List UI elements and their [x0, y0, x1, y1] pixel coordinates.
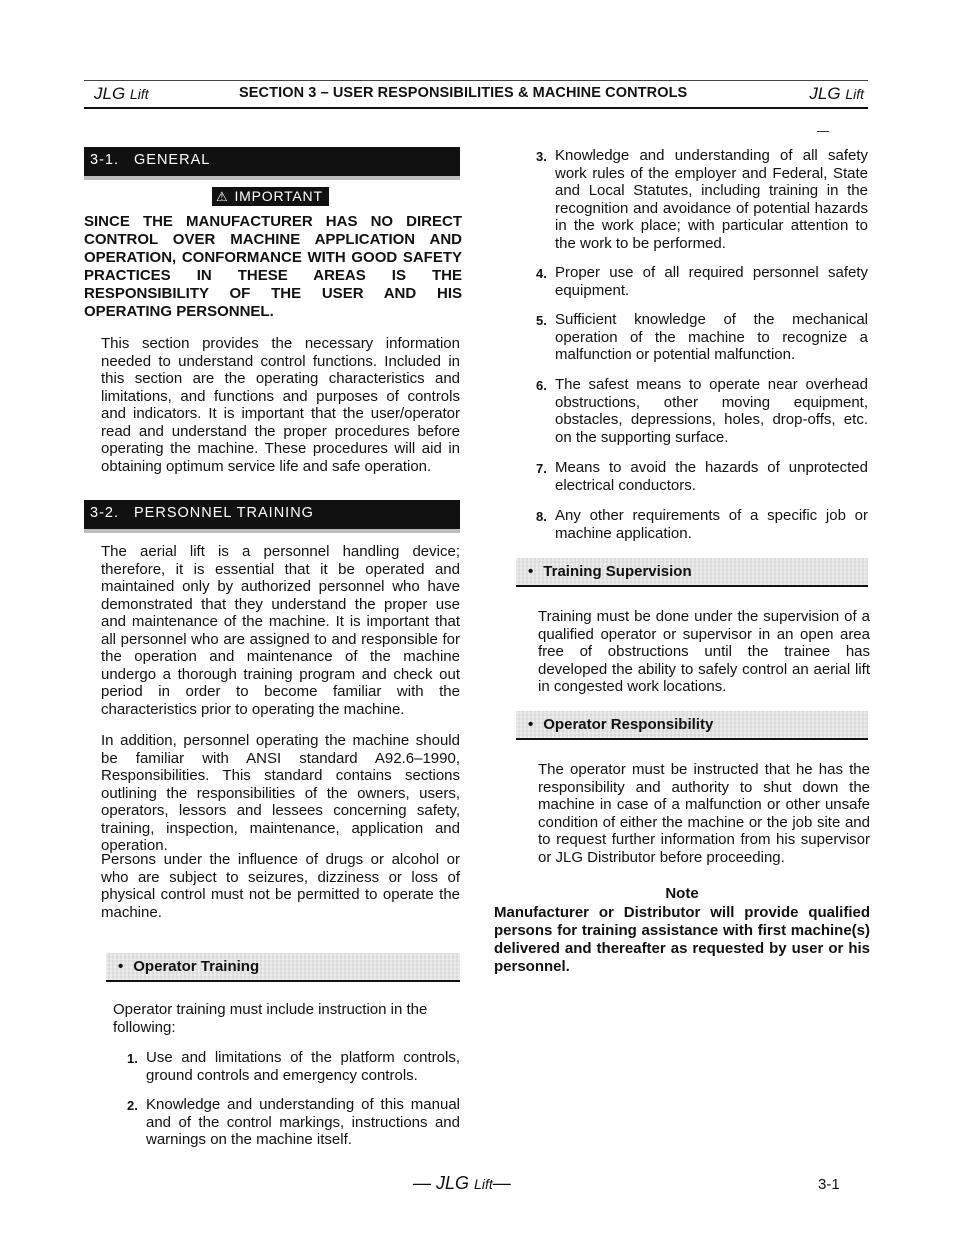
page-number: 3-1 — [818, 1176, 840, 1193]
header-section-title: SECTION 3 – USER RESPONSIBILITIES & MACHINE CONTROLS — [239, 85, 688, 101]
section-number: 3-1. — [90, 152, 119, 168]
subheading-label: Training Supervision — [543, 563, 692, 580]
warning-triangle-icon: ⚠ — [216, 189, 229, 204]
item-text: The safest means to operate near overhead obstructions, other moving equipment, obstacles, depressions, holes, drop-offs, etc. on the supporting surface. — [555, 376, 868, 446]
section-3-2-heading — [84, 500, 460, 529]
item-number: 5. — [536, 313, 547, 328]
training-paragraph-1: The aerial lift is a personnel handling device; therefore, it is essential that it be operated and maintained only by authorized personnel who have demonstrated that they understand the proper use and maintenance of the machine. It is important that all personnel who are assigned to and responsible for the operation and maintenance of the machine undergo a thorough training program and check out period in order to become familiar with the characteristics prior to operating the machine. — [101, 543, 460, 718]
training-supervision-heading — [516, 558, 868, 587]
training-paragraph-2: In addition, personnel operating the machine should be familiar with ANSI standard A92.6–1990, Responsibilities. This standard contains sections outlining the responsibilities of the owners, users, operators, lessors and lessees concerning safety, training, inspection, maintenance, application and operation. — [101, 732, 460, 854]
item-text: Use and limitations of the platform controls, ground controls and emergency controls. — [146, 1049, 460, 1084]
important-label: IMPORTANT — [234, 188, 323, 204]
bullet-icon: • — [528, 716, 534, 733]
general-body: This section provides the necessary information needed to understand control functions. Included in this section are the operating characteristics and limitations, and functions and purposes of controls and indicators. It is important that the user/operator read and understand the proper procedures before operating the machine. These procedures will aid in obtaining optimum service life and safe operation. — [101, 335, 460, 475]
item-number: 8. — [536, 509, 547, 524]
item-text: Knowledge and understanding of all safety work rules of the employer and Federal, State and Local Statutes, including training in the recognition and avoidance of potential hazards in the work place; with particular attention to the work to be performed. — [555, 147, 868, 252]
operator-responsibility-body: The operator must be instructed that he has the responsibility and authority to shut down the machine in case of a malfunction or other unsafe condition of either the machine or the job site and to request further information from his supervisor or JLG Distributor before proceeding. — [538, 761, 870, 866]
item-number: 1. — [127, 1051, 138, 1066]
note-title: Note — [665, 885, 699, 902]
heading-shadow — [84, 529, 460, 533]
section-title: GENERAL — [134, 152, 211, 168]
section-number: 3-2. — [90, 505, 119, 521]
footer-brand: — JLG Lift— — [413, 1173, 511, 1193]
bullet-icon: • — [528, 563, 534, 580]
item-text: Means to avoid the hazards of unprotected electrical conductors. — [555, 459, 868, 494]
section-title: PERSONNEL TRAINING — [134, 505, 314, 521]
operator-training-intro: Operator training must include instruction in the following: — [113, 1001, 428, 1036]
operator-training-heading — [106, 953, 460, 982]
training-paragraph-3: Persons under the influence of drugs or alcohol or who are subject to seizures, dizziness or loss of physical control must not be permitted to operate the machine. — [101, 851, 460, 921]
subheading-label: Operator Training — [133, 958, 260, 975]
item-number: 3. — [536, 149, 547, 164]
item-text: Proper use of all required personnel safety equipment. — [555, 264, 868, 299]
margin-dash — [817, 131, 829, 132]
item-number: 2. — [127, 1098, 138, 1113]
item-number: 6. — [536, 378, 547, 393]
item-text: Any other requirements of a specific job or machine application. — [555, 507, 868, 542]
header-brand-left: JLG Lift — [94, 84, 149, 103]
item-number: 4. — [536, 266, 547, 281]
note-body: Manufacturer or Distributor will provide qualified persons for training assistance with first machine(s) delivered and thereafter as requested by user or his personnel. — [494, 904, 870, 975]
item-text: Knowledge and understanding of this manual and of the control markings, instructions and warnings on the machine itself. — [146, 1096, 460, 1148]
important-warning-text: SINCE THE MANUFACTURER HAS NO DIRECT CONTROL OVER MACHINE APPLICATION AND OPERATION, CONFORMANCE WITH GOOD SAFETY PRACTICES IN THESE AREAS IS THE RESPONSIBILITY OF THE USER AND HIS OPERATING PERSONNEL. — [84, 213, 462, 320]
subheading-label: Operator Responsibility — [543, 716, 714, 733]
training-supervision-body: Training must be done under the supervision of a qualified operator or supervisor in an open area free of obstructions until the trainee has developed the ability to safely control an aerial lift in congested work locations. — [538, 608, 870, 695]
bullet-icon: • — [118, 958, 124, 975]
item-text: Sufficient knowledge of the mechanical operation of the machine to recognize a malfunction or potential malfunction. — [555, 311, 868, 363]
page-footer — [0, 1173, 954, 1197]
running-header — [84, 80, 868, 109]
section-3-1-heading — [84, 147, 460, 176]
operator-responsibility-heading — [516, 711, 868, 740]
item-number: 7. — [536, 461, 547, 476]
heading-shadow — [84, 176, 460, 180]
header-brand-right: JLG Lift — [809, 84, 864, 103]
important-badge — [212, 187, 329, 206]
